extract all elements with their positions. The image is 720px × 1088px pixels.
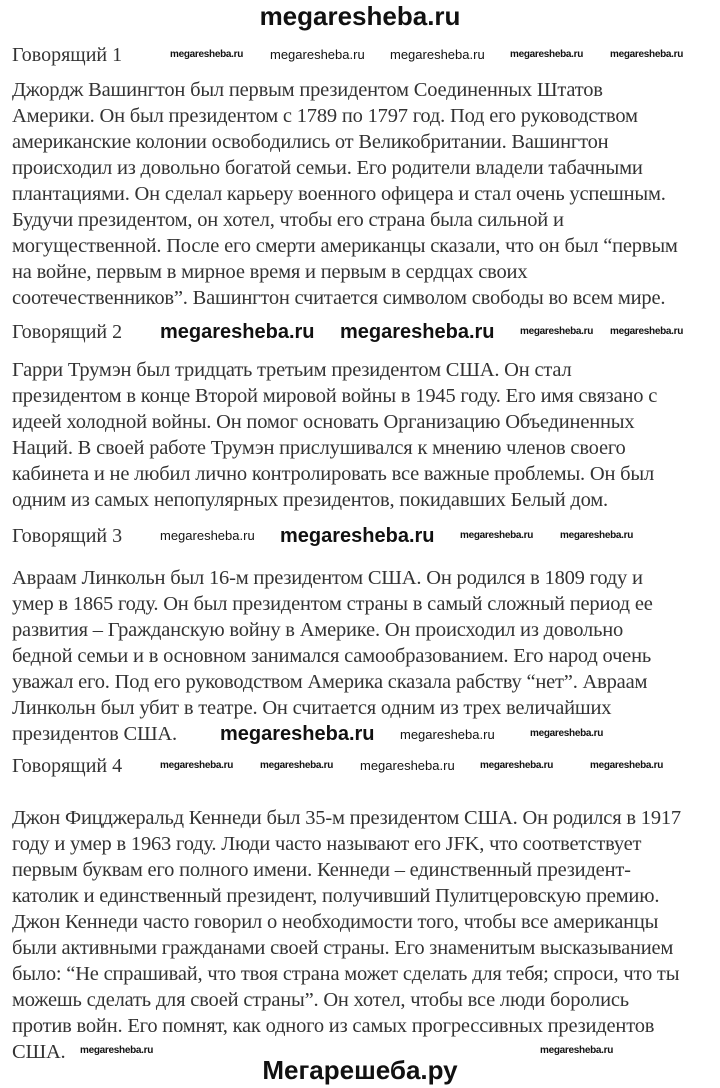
- watermark: megaresheba.ru: [220, 723, 375, 745]
- speaker-paragraph: [12, 565, 653, 747]
- speaker-paragraph: [12, 77, 678, 311]
- text-line: бедной семьи и в основном занимался самообразованием. Его народ очень: [12, 645, 651, 667]
- watermark: megaresheba.ru: [560, 530, 634, 541]
- speaker-heading: Говорящий 2: [12, 321, 123, 343]
- text-line: уважал его. Под его руководством Америка сказала рабству “нет”. Авраам: [12, 671, 648, 693]
- watermark: megaresheba.ru: [540, 1045, 614, 1056]
- watermark: megaresheba.ru: [530, 728, 604, 739]
- text-line: кабинета и не любил лично контролировать все важные проблемы. Он был: [12, 463, 655, 485]
- text-line: на войне, первым в мирное время и первым в сердцах своих: [12, 261, 528, 283]
- speaker-paragraph: [12, 805, 681, 1065]
- text-line: президентом в конце Второй мировой войны в 1945 году. Его имя связано с: [12, 385, 658, 407]
- text-line: Гарри Трумэн был тридцать третьим президентом США. Он стал: [12, 359, 572, 381]
- text-line: идеей холодной войны. Он помог основать Организацию Объединенных: [12, 411, 635, 433]
- text-line: католик и единственный президент, получивший Пулитцеровскую премию.: [12, 885, 660, 907]
- watermark: megaresheba.ru: [340, 321, 495, 343]
- text-line: развития – Гражданскую войну в Америке. Он происходил из довольно: [12, 619, 624, 641]
- text-line: первым буквам его полного имени. Кеннеди – единственный президент-: [12, 859, 631, 881]
- text-line: против войн. Его помнят, как одного из самых прогрессивных президентов: [12, 1015, 655, 1037]
- text-line: американские колонии освободились от Великобритании. Вашингтон: [12, 131, 609, 153]
- watermark: megaresheba.ru: [280, 525, 435, 547]
- text-line: Джордж Вашингтон был первым президентом Соединенных Штатов: [12, 79, 603, 101]
- text-line: одним из самых непопулярных президентов, покидавших Белый дом.: [12, 489, 608, 511]
- watermark: megaresheba.ru: [160, 321, 315, 343]
- text-line: Америки. Он был президентом с 1789 по 1797 год. Под его руководством: [12, 105, 638, 127]
- text-line: были активными гражданами своей страны. Его знаменитым высказыванием: [12, 937, 674, 959]
- text-line: Наций. В своей работе Трумэн прислушивался к мнению членов своего: [12, 437, 626, 459]
- watermark: megaresheba.ru: [480, 760, 554, 771]
- text-line: соотечественников”. Вашингтон считается символом свободы во всем мире.: [12, 287, 666, 309]
- text-line: могущественной. После его смерти американцы сказали, что он был “первым: [12, 235, 678, 257]
- speaker-heading: Говорящий 1: [12, 44, 123, 66]
- text-line: США.: [12, 1041, 66, 1063]
- text-line: умер в 1865 году. Он был президентом страны в самый сложный период ее: [12, 593, 653, 615]
- watermark: megaresheba.ru: [170, 49, 244, 60]
- watermark: megaresheba.ru: [460, 530, 534, 541]
- text-line: Будучи президентом, он хотел, чтобы его страна была сильной и: [12, 209, 564, 231]
- watermark: megaresheba.ru: [260, 760, 334, 771]
- watermark: megaresheba.ru: [520, 326, 594, 337]
- watermark: megaresheba.ru: [360, 758, 455, 773]
- text-line: Авраам Линкольн был 16-м президентом США. Он родился в 1809 году и: [12, 567, 643, 589]
- watermark: megaresheba.ru: [610, 326, 684, 337]
- speaker-heading: Говорящий 3: [12, 525, 123, 547]
- text-line: Джон Фицджеральд Кеннеди был 35-м президентом США. Он родился в 1917: [12, 807, 681, 829]
- watermark: megaresheba.ru: [610, 49, 684, 60]
- text-line: было: “Не спрашивай, что твоя страна может сделать для тебя; спроси, что ты: [12, 963, 680, 985]
- text-line: президентов США.: [12, 723, 177, 745]
- watermark: megaresheba.ru: [270, 47, 365, 62]
- watermark: megaresheba.ru: [510, 49, 584, 60]
- speaker-heading: Говорящий 4: [12, 755, 123, 777]
- text-line: году и умер в 1963 году. Люди часто называют его JFK, что соответствует: [12, 833, 642, 855]
- watermark: megaresheba.ru: [390, 47, 485, 62]
- text-line: можешь сделать для своей страны”. Он хотел, чтобы все люди боролись: [12, 989, 629, 1011]
- text-line: происходил из довольно богатой семьи. Его родители владели табачными: [12, 157, 643, 179]
- speaker-paragraph: [12, 357, 657, 513]
- site-header-title: megaresheba.ru: [259, 1, 461, 31]
- watermark: megaresheba.ru: [160, 760, 234, 771]
- site-footer-title: Мегарешеба.ру: [262, 1055, 458, 1085]
- watermark: megaresheba.ru: [80, 1045, 154, 1056]
- watermark: megaresheba.ru: [590, 760, 664, 771]
- watermark: megaresheba.ru: [160, 528, 255, 543]
- text-line: Джон Кеннеди часто говорил о необходимости того, чтобы все американцы: [12, 911, 659, 933]
- text-line: плантациями. Он сделал карьеру военного офицера и стал очень успешным.: [12, 183, 666, 205]
- watermark: megaresheba.ru: [400, 727, 495, 742]
- text-line: Линкольн был убит в театре. Он считается одним из трех величайших: [12, 697, 612, 719]
